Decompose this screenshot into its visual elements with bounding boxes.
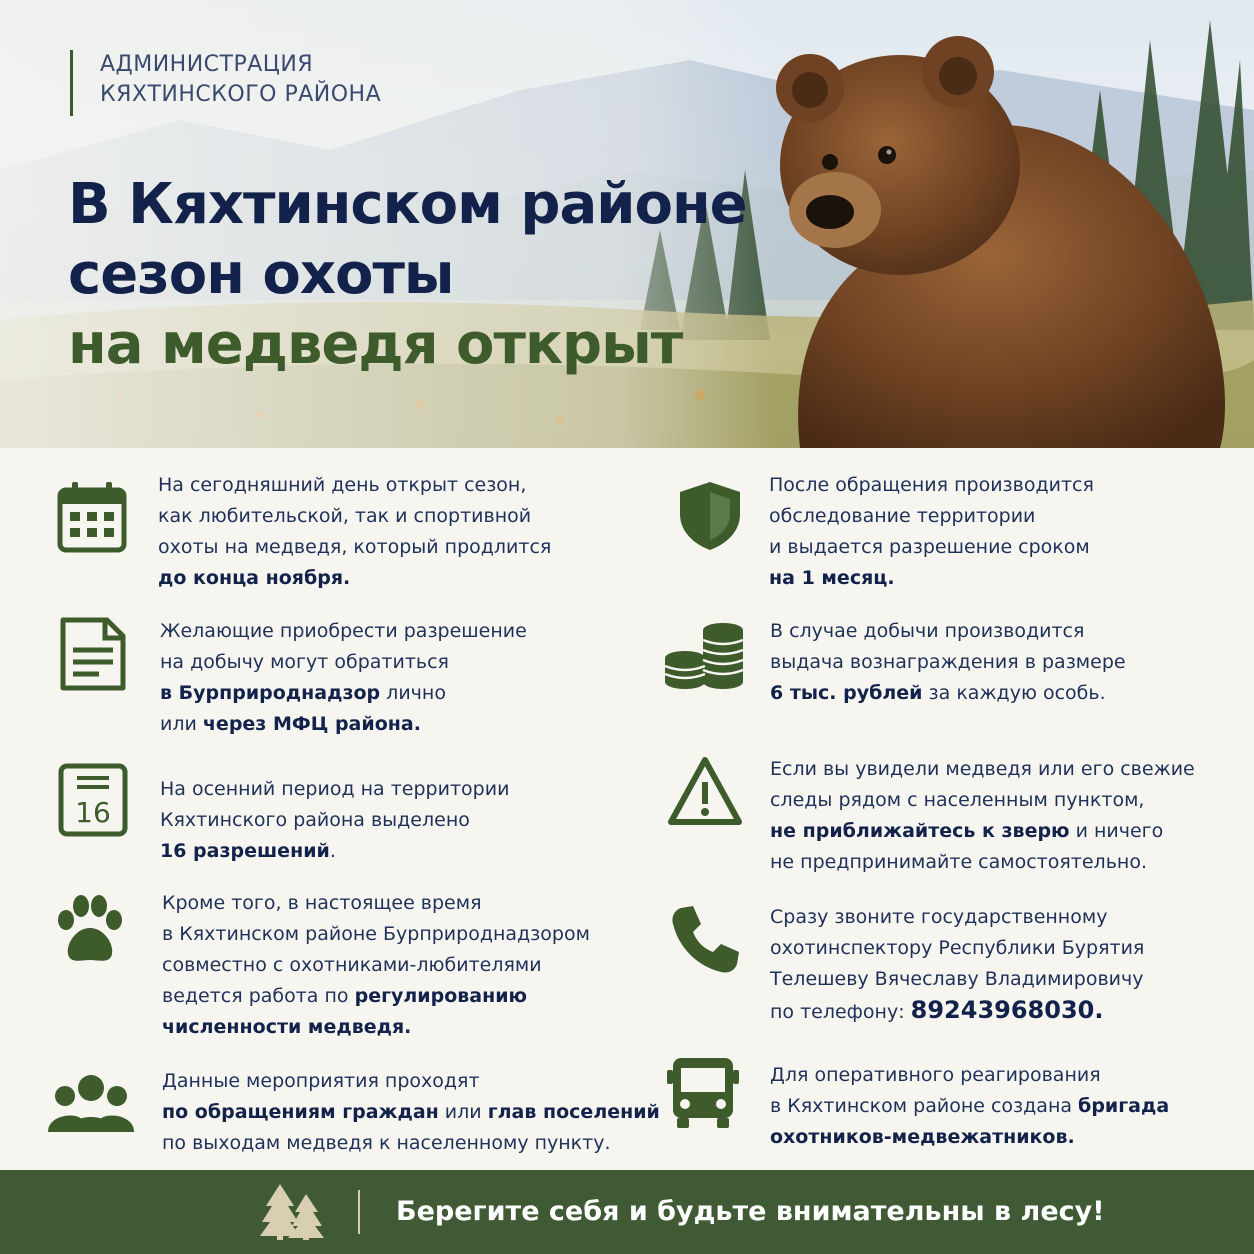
plain-text: совместно с охотниками-любителями [162, 954, 542, 976]
text-line [158, 470, 551, 501]
item-text [770, 616, 1126, 709]
plain-text: Телешеву Вячеславу Владимировичу [770, 968, 1144, 990]
emphasis-text: охотников-медвежатников. [770, 1126, 1075, 1148]
text-line [770, 647, 1126, 678]
plain-text: или [438, 1101, 488, 1123]
emphasis-text: бригада [1078, 1095, 1170, 1117]
text-line [158, 563, 551, 594]
calendar-16-icon [55, 762, 131, 838]
shield-icon [672, 478, 748, 554]
emphasis-text: регулированию [354, 985, 528, 1007]
info-item-permit-apply [0, 608, 627, 748]
item-text [160, 774, 509, 867]
item-text [769, 470, 1094, 594]
text-line [162, 888, 590, 919]
plain-text: После обращения производится [769, 474, 1094, 496]
info-item-contact [627, 900, 1254, 1050]
plain-text: лично [380, 682, 446, 704]
plain-text: обследование территории [769, 505, 1036, 527]
text-line [162, 1012, 590, 1043]
plain-text: Данные мероприятия проходят [162, 1070, 480, 1092]
emphasis-text: по обращениям граждан [162, 1101, 439, 1123]
bus-icon [665, 1054, 741, 1130]
plain-text: Кроме того, в настоящее время [162, 892, 482, 914]
plain-text: Желающие приобрести разрешение [160, 620, 527, 642]
title-line-2: сезон охоты [68, 242, 454, 307]
info-item-reward [627, 608, 1254, 748]
hero-banner [0, 0, 1254, 448]
item-text [160, 616, 527, 740]
text-line [770, 964, 1144, 995]
emphasis-text: глав поселений [487, 1101, 660, 1123]
item-text [770, 902, 1144, 1028]
phone-number: 89243968030. [910, 996, 1104, 1024]
plain-text: в Кяхтинском районе создана [770, 1095, 1079, 1117]
plain-text: на добычу могут обратиться [160, 651, 449, 673]
plain-text: Если вы увидели медведя или его свежие [770, 758, 1195, 780]
plain-text: На сегодняшний день открыт сезон, [158, 474, 527, 496]
text-line [770, 678, 1126, 709]
plain-text: или [160, 713, 203, 735]
emphasis-text: не приближайтесь к зверю [770, 820, 1070, 842]
text-line [162, 950, 590, 981]
text-line [769, 563, 1094, 594]
text-line [160, 616, 527, 647]
text-line [769, 532, 1094, 563]
text-line [162, 1097, 660, 1128]
footer-banner [0, 1170, 1254, 1254]
plain-text: . [329, 840, 336, 862]
org-line-2: КЯХТИНСКОГО РАЙОНА [100, 82, 382, 107]
text-line [770, 785, 1195, 816]
plain-text: следы рядом с населенным пунктом, [770, 789, 1145, 811]
plain-text: в Кяхтинском районе Бурприроднадзором [162, 923, 590, 945]
plain-text: как любительской, так и спортивной [158, 505, 532, 527]
plain-text: охоты на медведя, который продлится [158, 536, 552, 558]
text-line [162, 919, 590, 950]
item-text [162, 888, 590, 1043]
item-text [770, 754, 1195, 878]
plain-text: охотинспектору Республики Бурятия [770, 937, 1145, 959]
info-item-permit-count [0, 754, 627, 874]
emphasis-text: в Бурприроднадзор [160, 682, 381, 704]
text-line [770, 616, 1126, 647]
plain-text: и ничего [1069, 820, 1164, 842]
text-line [770, 1122, 1169, 1153]
coins-icon [663, 616, 747, 692]
item-text [770, 1060, 1169, 1153]
text-line [160, 836, 509, 867]
org-line-1: АДМИНИСТРАЦИЯ [100, 52, 314, 77]
calendar-icon [54, 480, 130, 556]
text-line [158, 501, 551, 532]
text-line [162, 1128, 660, 1159]
info-item-warning [627, 754, 1254, 884]
text-line [769, 470, 1094, 501]
plain-text: Для оперативного реагирования [770, 1064, 1101, 1086]
plain-text: не предпринимайте самостоятельно. [770, 851, 1147, 873]
phone-icon [667, 902, 743, 978]
page-title [68, 170, 768, 380]
info-item-brigade [627, 1060, 1254, 1170]
plain-text: ведется работа по [162, 985, 355, 1007]
document-icon [55, 616, 131, 692]
plain-text: На осенний период на территории [160, 778, 510, 800]
info-item-requests [0, 1060, 660, 1170]
title-line-1: В Кяхтинском районе [68, 172, 747, 237]
text-line [162, 1066, 660, 1097]
emphasis-text: на 1 месяц. [769, 567, 895, 589]
emphasis-text: 6 тыс. рублей [770, 682, 923, 704]
item-text [162, 1066, 660, 1159]
footer-slogan: Берегите себя и будьте внимательны в лесу! [396, 1196, 1105, 1227]
plain-text: и выдается разрешение сроком [769, 536, 1090, 558]
info-section [0, 448, 1254, 1170]
people-icon [48, 1068, 134, 1144]
calendar-16-number: 16 [75, 796, 111, 829]
text-line [770, 847, 1195, 878]
emphasis-text: 16 разрешений [160, 840, 330, 862]
text-line [160, 774, 509, 805]
warning-icon [667, 754, 743, 830]
item-text [158, 470, 551, 594]
info-item-survey [627, 448, 1254, 598]
text-line [158, 532, 551, 563]
emphasis-text: до конца ноября. [158, 567, 351, 589]
text-line [770, 902, 1144, 933]
plain-text: В случае добычи производится [770, 620, 1085, 642]
organization-label [70, 50, 381, 116]
info-item-season [0, 448, 627, 598]
footer-divider [358, 1190, 360, 1234]
text-line [769, 501, 1094, 532]
text-line [160, 647, 527, 678]
text-line [770, 1060, 1169, 1091]
emphasis-text: численности медведя. [162, 1016, 412, 1038]
text-line [162, 981, 590, 1012]
plain-text: Кяхтинского района выделено [160, 809, 470, 831]
plain-text: Сразу звоните государственному [770, 906, 1108, 928]
text-line [770, 995, 1144, 1028]
plain-text: по телефону: [770, 1001, 911, 1023]
text-line [770, 1091, 1169, 1122]
text-line [160, 805, 509, 836]
trees-icon [258, 1184, 324, 1240]
text-line [160, 678, 527, 709]
text-line [160, 709, 527, 740]
plain-text: по выходам медведя к населенному пункту. [162, 1132, 611, 1154]
text-line [770, 816, 1195, 847]
text-line [770, 754, 1195, 785]
paw-icon [52, 892, 128, 968]
plain-text: за каждую особь. [922, 682, 1106, 704]
title-line-3: на медведя открыт [68, 312, 683, 377]
plain-text: выдача вознаграждения в размере [770, 651, 1126, 673]
emphasis-text: через МФЦ района. [202, 713, 421, 735]
text-line [770, 933, 1144, 964]
info-item-regulation [0, 882, 627, 1052]
